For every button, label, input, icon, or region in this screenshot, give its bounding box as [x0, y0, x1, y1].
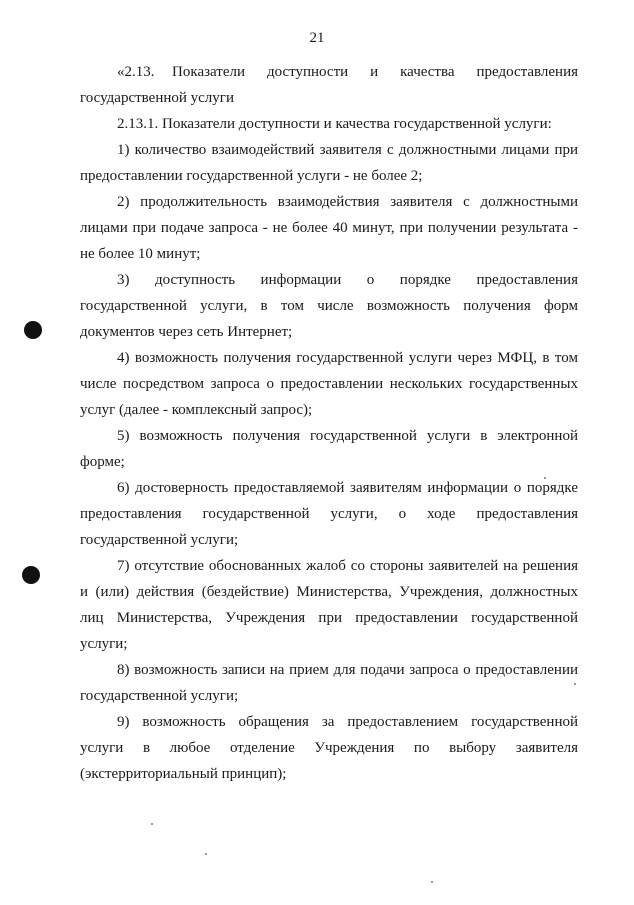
scan-speck — [151, 823, 153, 825]
list-item: 4) возможность получения государственной услуги через МФЦ, в том числе посредством запроса о предоставлении нескольких государственных услуг (далее - комплексный запрос); — [80, 350, 578, 418]
list-item: 3) доступность информации о порядке предоставления государственной услуги, в том числе возможность получения форм документов через сеть Интернет; — [80, 272, 578, 340]
list-item: 2) продолжительность взаимодействия заявителя с должностными лицами при подаче запроса - не более 40 минут, при получении результата - не более 10 минут; — [80, 194, 578, 262]
list-item: 1) количество взаимодействий заявителя с должностными лицами при предоставлении государственной услуги - не более 2; — [80, 142, 578, 184]
section-heading: «2.13. Показатели доступности и качества предоставления государственной услуги — [80, 64, 578, 106]
list-item: 5) возможность получения государственной услуги в электронной форме; — [80, 428, 578, 470]
subsection-heading: 2.13.1. Показатели доступности и качества государственной услуги: — [117, 116, 552, 132]
scan-speck — [205, 853, 207, 855]
scan-speck — [574, 683, 576, 685]
scan-speck — [431, 881, 433, 883]
list-item: 9) возможность обращения за предоставлением государственной услуги в любое отделение Учреждения по выбору заявителя (экстерриториальный принцип); — [80, 714, 578, 782]
list-item: 7) отсутствие обоснованных жалоб со стороны заявителей на решения и (или) действия (бездействие) Министерства, Учреждения, должностных лиц Министерства, Учреждения при предоставлении государственной услуги; — [80, 558, 578, 652]
document-body — [80, 59, 578, 787]
page-number: 21 — [309, 30, 325, 46]
punch-hole — [22, 566, 40, 584]
scan-speck — [544, 477, 546, 479]
list-item: 8) возможность записи на прием для подачи запроса о предоставлении государственной услуги; — [80, 662, 578, 704]
list-item: 6) достоверность предоставляемой заявителям информации о порядке предоставления государственной услуги, о ходе предоставления государственной услуги; — [80, 480, 578, 548]
punch-hole — [24, 321, 42, 339]
